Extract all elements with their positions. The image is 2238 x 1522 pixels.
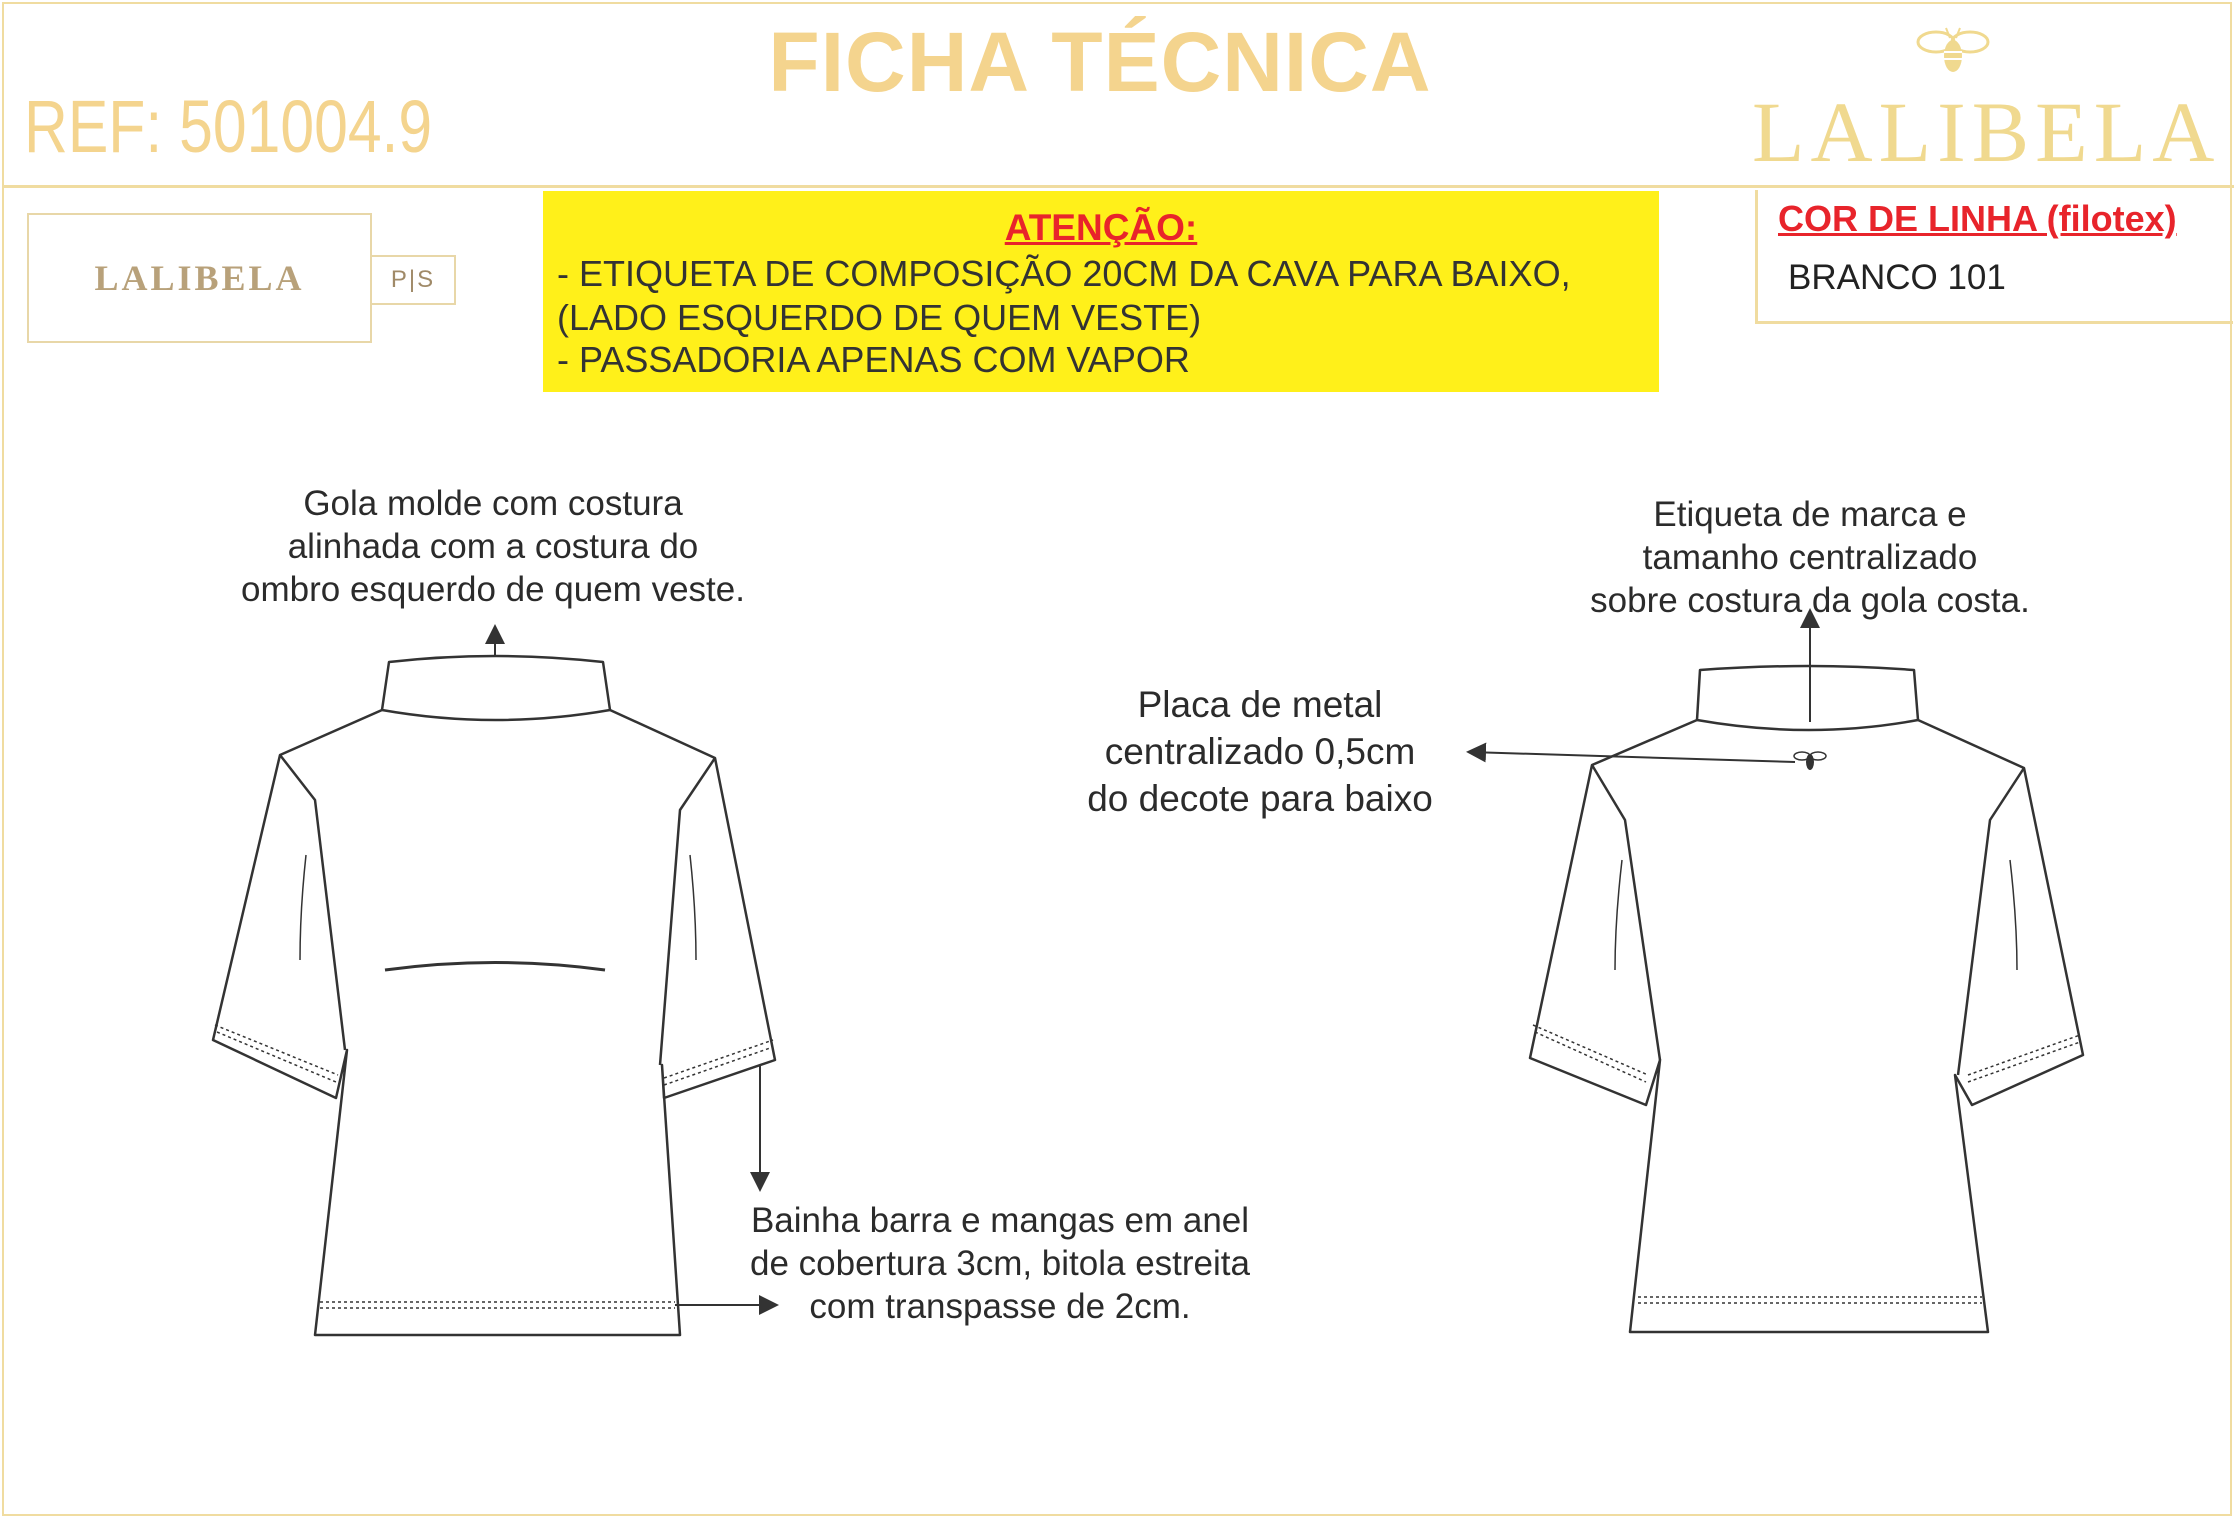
attention-title: ATENÇÃO: bbox=[1004, 207, 1198, 248]
note-line: Bainha barra e mangas em anel bbox=[750, 1201, 1250, 1240]
attention-line: - PASSADORIA APENAS COM VAPOR bbox=[557, 339, 1190, 380]
note-line: Placa de metal bbox=[1137, 684, 1383, 725]
note-line: do decote para baixo bbox=[1087, 778, 1433, 819]
note-line: centralizado 0,5cm bbox=[1104, 731, 1416, 772]
size-label: P|S bbox=[372, 255, 456, 305]
front-view-shirt bbox=[213, 656, 775, 1335]
metal-plate-arrow bbox=[1470, 752, 1795, 762]
attention-line: (LADO ESQUERDO DE QUEM VESTE) bbox=[557, 297, 1202, 338]
page-title: FICHA TÉCNICA bbox=[768, 15, 1432, 109]
back-view-shirt bbox=[1530, 666, 2083, 1332]
note-line: Gola molde com costura bbox=[303, 484, 683, 523]
metal-plate-bee-icon bbox=[1794, 752, 1826, 770]
label-brand-text: LALIBELA bbox=[94, 258, 305, 298]
thread-color-title: COR DE LINHA (filotex) bbox=[1778, 198, 2177, 239]
reference-code: REF: 501004.9 bbox=[24, 85, 433, 168]
attention-line: - ETIQUETA DE COMPOSIÇÃO 20CM DA CAVA PARA BAIXO, bbox=[557, 253, 1571, 294]
note-line: ombro esquerdo de quem veste. bbox=[241, 570, 745, 609]
note-line: sobre costura da gola costa. bbox=[1590, 581, 2030, 620]
note-line: tamanho centralizado bbox=[1642, 538, 1978, 577]
note-line: com transpasse de 2cm. bbox=[809, 1287, 1191, 1326]
note-line: alinhada com a costura do bbox=[287, 527, 699, 566]
note-line: Etiqueta de marca e bbox=[1653, 495, 1967, 534]
brand-logo: LALIBELA bbox=[1752, 84, 2221, 180]
note-line: de cobertura 3cm, bitola estreita bbox=[750, 1244, 1250, 1283]
thread-color-value: BRANCO 101 bbox=[1788, 258, 2006, 297]
